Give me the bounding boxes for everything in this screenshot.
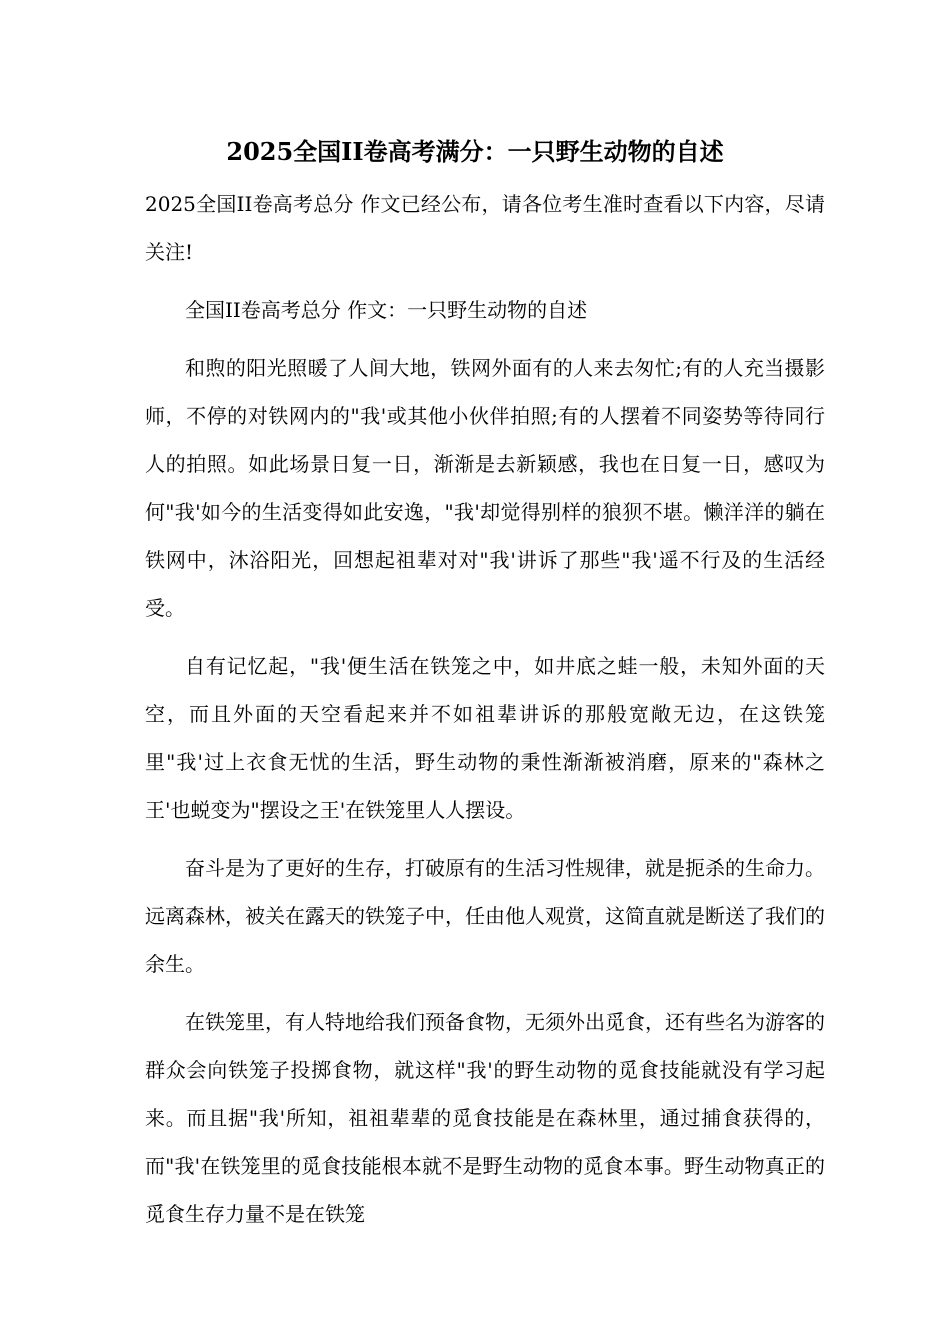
document-body bbox=[145, 180, 825, 1248]
body-paragraph-2: 自有记忆起，"我'便生活在铁笼之中，如井底之蛙一般，未知外面的天空，而且外面的天空看起来并不如祖辈讲诉的那般宽敞无边，在这铁笼里"我'过上衣食无忧的生活，野生动物的秉性渐渐被消磨，原来的"森林之王'也蜕变为"摆设之王'在铁笼里人人摆设。 bbox=[145, 654, 825, 822]
body-paragraph-4: 在铁笼里，有人特地给我们预备食物，无须外出觅食，还有些名为游客的群众会向铁笼子投掷食物，就这样"我'的野生动物的觅食技能就没有学习起来。而且据"我'所知，祖祖辈辈的觅食技能是在森林里，通过捕食获得的，而"我'在铁笼里的觅食技能根本就不是野生动物的觅食本事。野生动物真正的觅食生存力量不是在铁笼 bbox=[145, 1010, 825, 1226]
document-title: 2025全国II卷高考满分：一只野生动物的自述 bbox=[226, 137, 724, 166]
body-paragraph-1: 和煦的阳光照暖了人间大地，铁网外面有的人来去匆忙;有的人充当摄影师，不停的对铁网内的"我'或其他小伙伴拍照;有的人摆着不同姿势等待同行人的拍照。如此场景日复一日，渐渐是去新颖感，我也在日复一日，感叹为何"我'如今的生活变得如此安逸，"我'却觉得别样的狼狈不堪。懒洋洋的躺在铁网中，沐浴阳光，回想起祖辈对对"我'讲诉了那些"我'遥不行及的生活经受。 bbox=[145, 356, 825, 620]
body-paragraph-3: 奋斗是为了更好的生存，打破原有的生活习性规律，就是扼杀的生命力。远离森林，被关在露天的铁笼子中，任由他人观赏，这简直就是断送了我们的余生。 bbox=[145, 856, 825, 976]
intro-paragraph: 2025全国II卷高考总分 作文已经公布，请各位考生准时查看以下内容，尽请关注! bbox=[145, 192, 825, 264]
essay-heading-paragraph: 全国II卷高考总分 作文：一只野生动物的自述 bbox=[185, 298, 588, 322]
